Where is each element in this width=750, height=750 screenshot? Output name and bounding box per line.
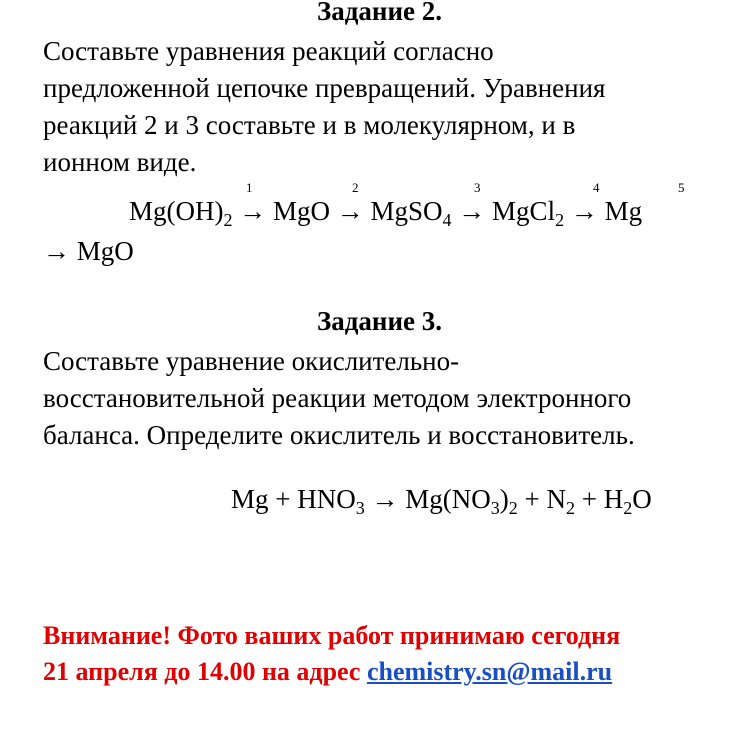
task2-title: Задание 2. (317, 0, 443, 26)
chain-mgcl2: MgCl$_2$ (492, 196, 565, 230)
chain-mgo: MgO (273, 196, 331, 226)
task2-line-1: Составьте уравнения реакций согласно (43, 36, 494, 66)
eq-n2: $N_2$ (546, 484, 575, 518)
eq-plus-3: + (581, 484, 597, 514)
chain-mg-oh-2: $Mg(OH)_2$ (129, 196, 233, 230)
task3-line-1: Составьте уравнение окислительно- (43, 346, 460, 376)
chain-mgo-final: MgO (76, 236, 134, 266)
step-number-2: 2 (352, 180, 359, 195)
task2-line-3: реакций 2 и 3 составьте и в молекулярном, и в (43, 110, 576, 140)
step-number-4: 4 (593, 180, 600, 195)
eq-plus-1: + (275, 484, 291, 514)
reaction-chain-continued (43, 236, 134, 267)
eq-h2o: $H_2O$ (603, 484, 652, 518)
email-link[interactable]: chemistry.sn@mail.ru (366, 657, 613, 686)
eq-mg-no3-2: $Mg(NO_3)_2$ (405, 484, 518, 518)
chain-arrow-2: → (336, 196, 364, 226)
task3-line-3: баланса. Определите окислитель и восстановитель. (43, 420, 635, 450)
step-number-1: 1 (246, 180, 253, 195)
task2-line-2: предложенной цепочке превращений. Уравнения (43, 73, 606, 103)
step-number-3: 3 (474, 180, 481, 195)
eq-plus-2: + (524, 484, 540, 514)
chain-mg: Mg (604, 196, 643, 226)
chain-arrow-3: → (458, 196, 486, 226)
chain-arrow-4: → (570, 196, 598, 226)
redox-equation (231, 484, 652, 518)
step-number-5: 5 (678, 180, 685, 195)
eq-arrow: → (371, 484, 399, 514)
task3-title: Задание 3. (317, 306, 443, 336)
task2-line-4: ионном виде. (43, 147, 197, 177)
notice-line-2 (43, 654, 612, 690)
chain-arrow-1: → (239, 196, 267, 226)
eq-hno3: $HNO_3$ (297, 484, 365, 518)
chain-mgso4: MgSO$_4$ (370, 196, 452, 230)
chain-arrow-5: → (43, 236, 70, 266)
task3-line-2: восстановительной реакции методом электронного (43, 383, 632, 413)
reaction-chain (129, 196, 643, 230)
notice-deadline: 21 апреля до 14.00 на адрес (43, 657, 367, 686)
notice-line-1: Внимание! Фото ваших работ принимаю сегодня (43, 621, 621, 650)
eq-mg: Mg (231, 484, 269, 514)
